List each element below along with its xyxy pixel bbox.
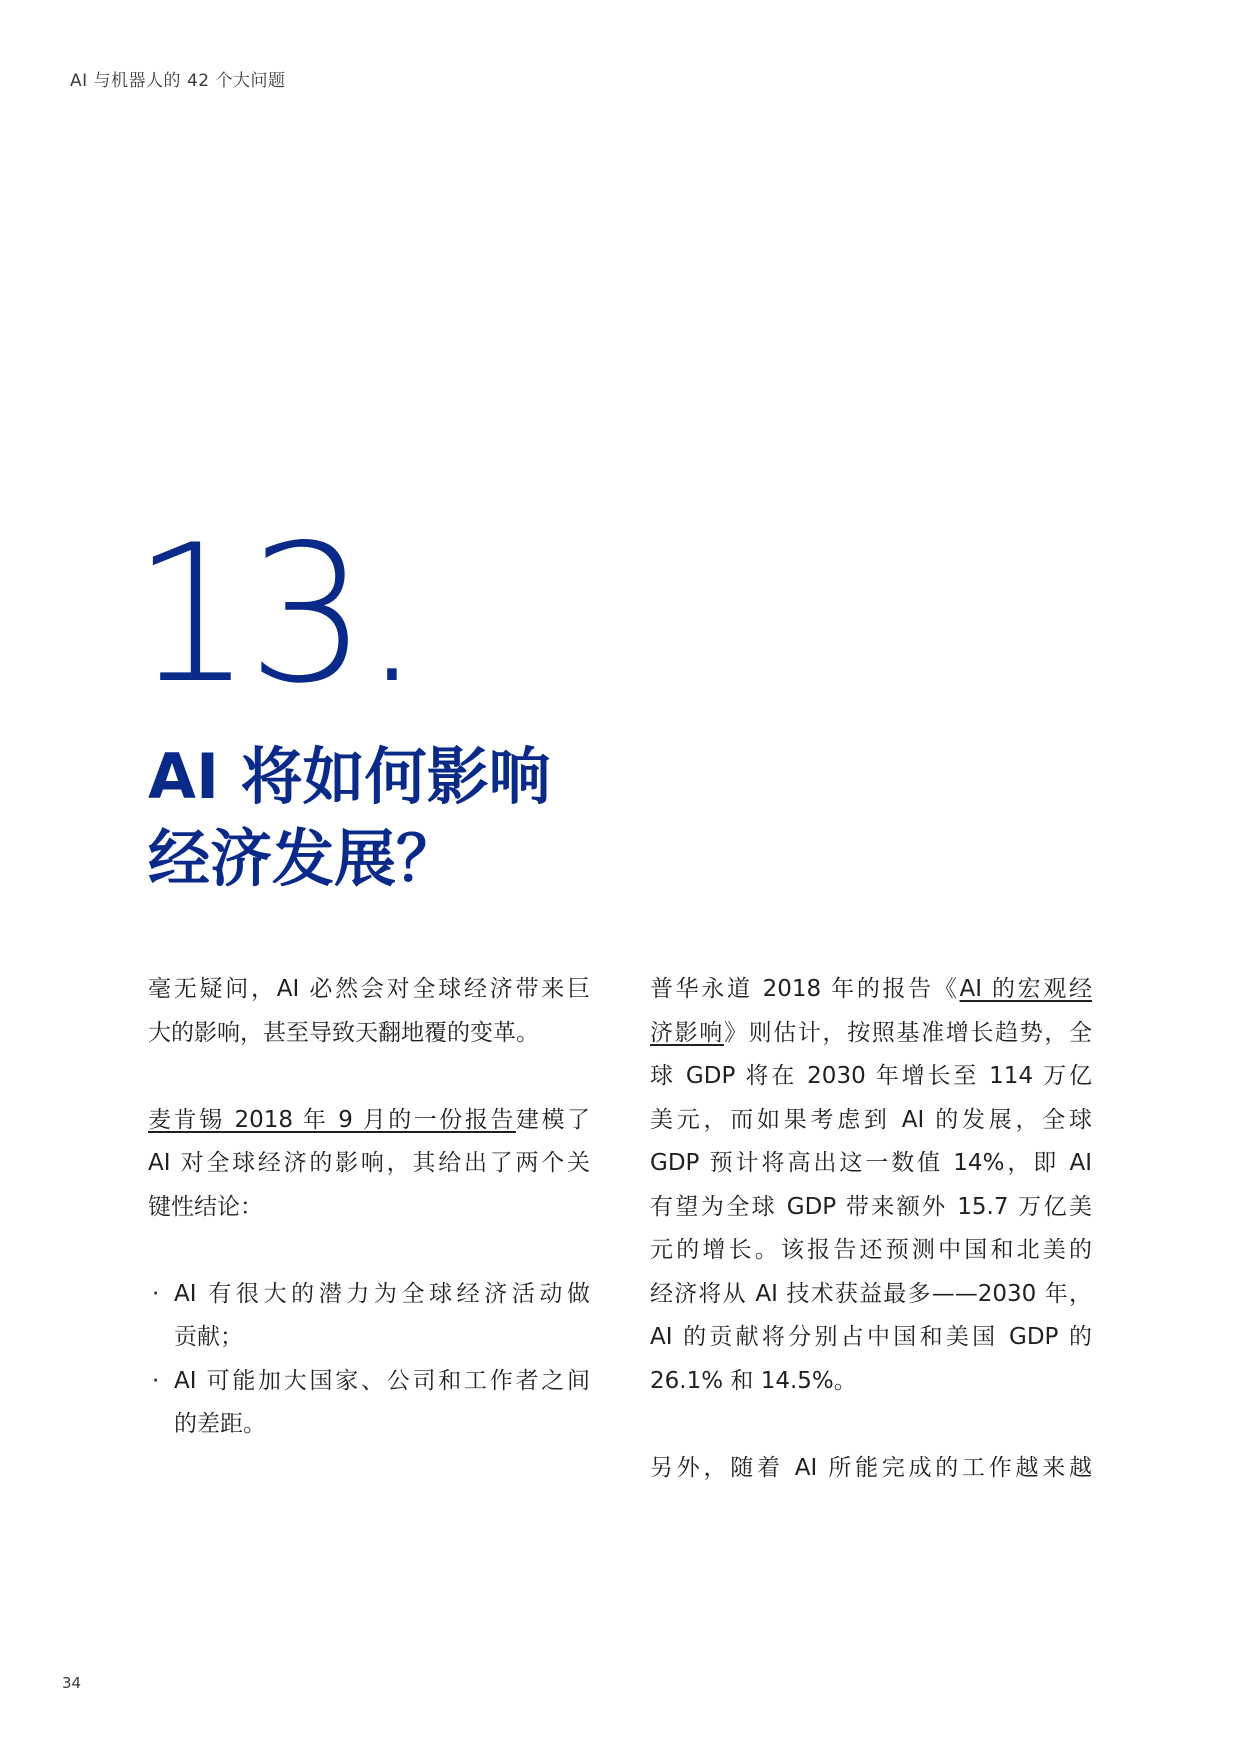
pwc-report-link-part-1[interactable]: AI 的宏观经	[959, 976, 1092, 1002]
continuation-paragraph	[650, 1447, 1092, 1491]
bullet-1-line-1: AI 有很大的潜力为全球经济活动做	[174, 1280, 590, 1307]
mckinsey-report-link[interactable]: 麦肯锡 2018 年 9 月的一份报告	[148, 1106, 516, 1133]
right-column	[650, 968, 1092, 1534]
chapter-title-line-1: AI 将如何影响	[148, 740, 551, 813]
pwc-line-1-pre: 普华永道 2018 年的报告《	[650, 976, 960, 1002]
mckinsey-line-3: 键性结论：	[148, 1193, 263, 1220]
intro-paragraph	[148, 968, 590, 1055]
bullet-dot-icon: ·	[152, 1280, 160, 1307]
bullet-1-line-2: 贡献；	[174, 1324, 243, 1350]
pwc-line-8: 经济将从 AI 技术获益最多——2030 年，	[650, 1280, 1092, 1307]
intro-line-2: 大的影响，甚至导致天翻地覆的变革。	[148, 1019, 539, 1046]
mckinsey-line-1-rest: 建模了	[515, 1106, 590, 1133]
pwc-paragraph	[650, 968, 1092, 1403]
mckinsey-paragraph	[148, 1099, 590, 1230]
pwc-line-9: AI 的贡献将分别占中国和美国 GDP 的	[650, 1324, 1092, 1350]
intro-line-1: 毫无疑问，AI 必然会对全球经济带来巨	[148, 976, 590, 1002]
pwc-line-5: GDP 预计将高出这一数值 14%，即 AI	[650, 1150, 1092, 1176]
conclusions-list	[148, 1273, 590, 1447]
pwc-line-2-rest: 》则估计，按照基准增长趋势，全	[723, 1019, 1093, 1046]
list-item	[148, 1360, 590, 1447]
pwc-report-link-part-2[interactable]: 济影响	[650, 1019, 724, 1046]
pwc-line-3: 球 GDP 将在 2030 年增长至 114 万亿	[650, 1063, 1092, 1089]
bullet-dot-icon: ·	[152, 1367, 160, 1394]
bullet-2-line-2: 的差距。	[174, 1411, 266, 1437]
pwc-line-2	[650, 1012, 1092, 1056]
chapter-title	[148, 736, 668, 900]
pwc-line-7: 元的增长。该报告还预测中国和北美的	[650, 1237, 1092, 1263]
pwc-line-6: 有望为全球 GDP 带来额外 15.7 万亿美	[650, 1193, 1092, 1220]
page-number: 34	[62, 1674, 82, 1692]
bullet-2-line-1: AI 可能加大国家、公司和工作者之间	[174, 1367, 590, 1394]
mckinsey-line-2: AI 对全球经济的影响，其给出了两个关	[148, 1150, 590, 1176]
continuation-line-1: 另外，随着 AI 所能完成的工作越来越	[650, 1454, 1092, 1481]
chapter-title-line-2: 经济发展？	[148, 822, 459, 895]
left-column	[148, 968, 590, 1447]
mckinsey-line-1	[148, 1099, 590, 1143]
pwc-line-1	[650, 968, 1092, 1012]
running-header: AI 与机器人的 42 个大问题	[70, 71, 286, 91]
pwc-line-4: 美元，而如果考虑到 AI 的发展，全球	[650, 1106, 1092, 1133]
pwc-line-10: 26.1% 和 14.5%。	[650, 1367, 857, 1394]
list-item	[148, 1273, 590, 1360]
chapter-number: 13.	[132, 504, 417, 725]
